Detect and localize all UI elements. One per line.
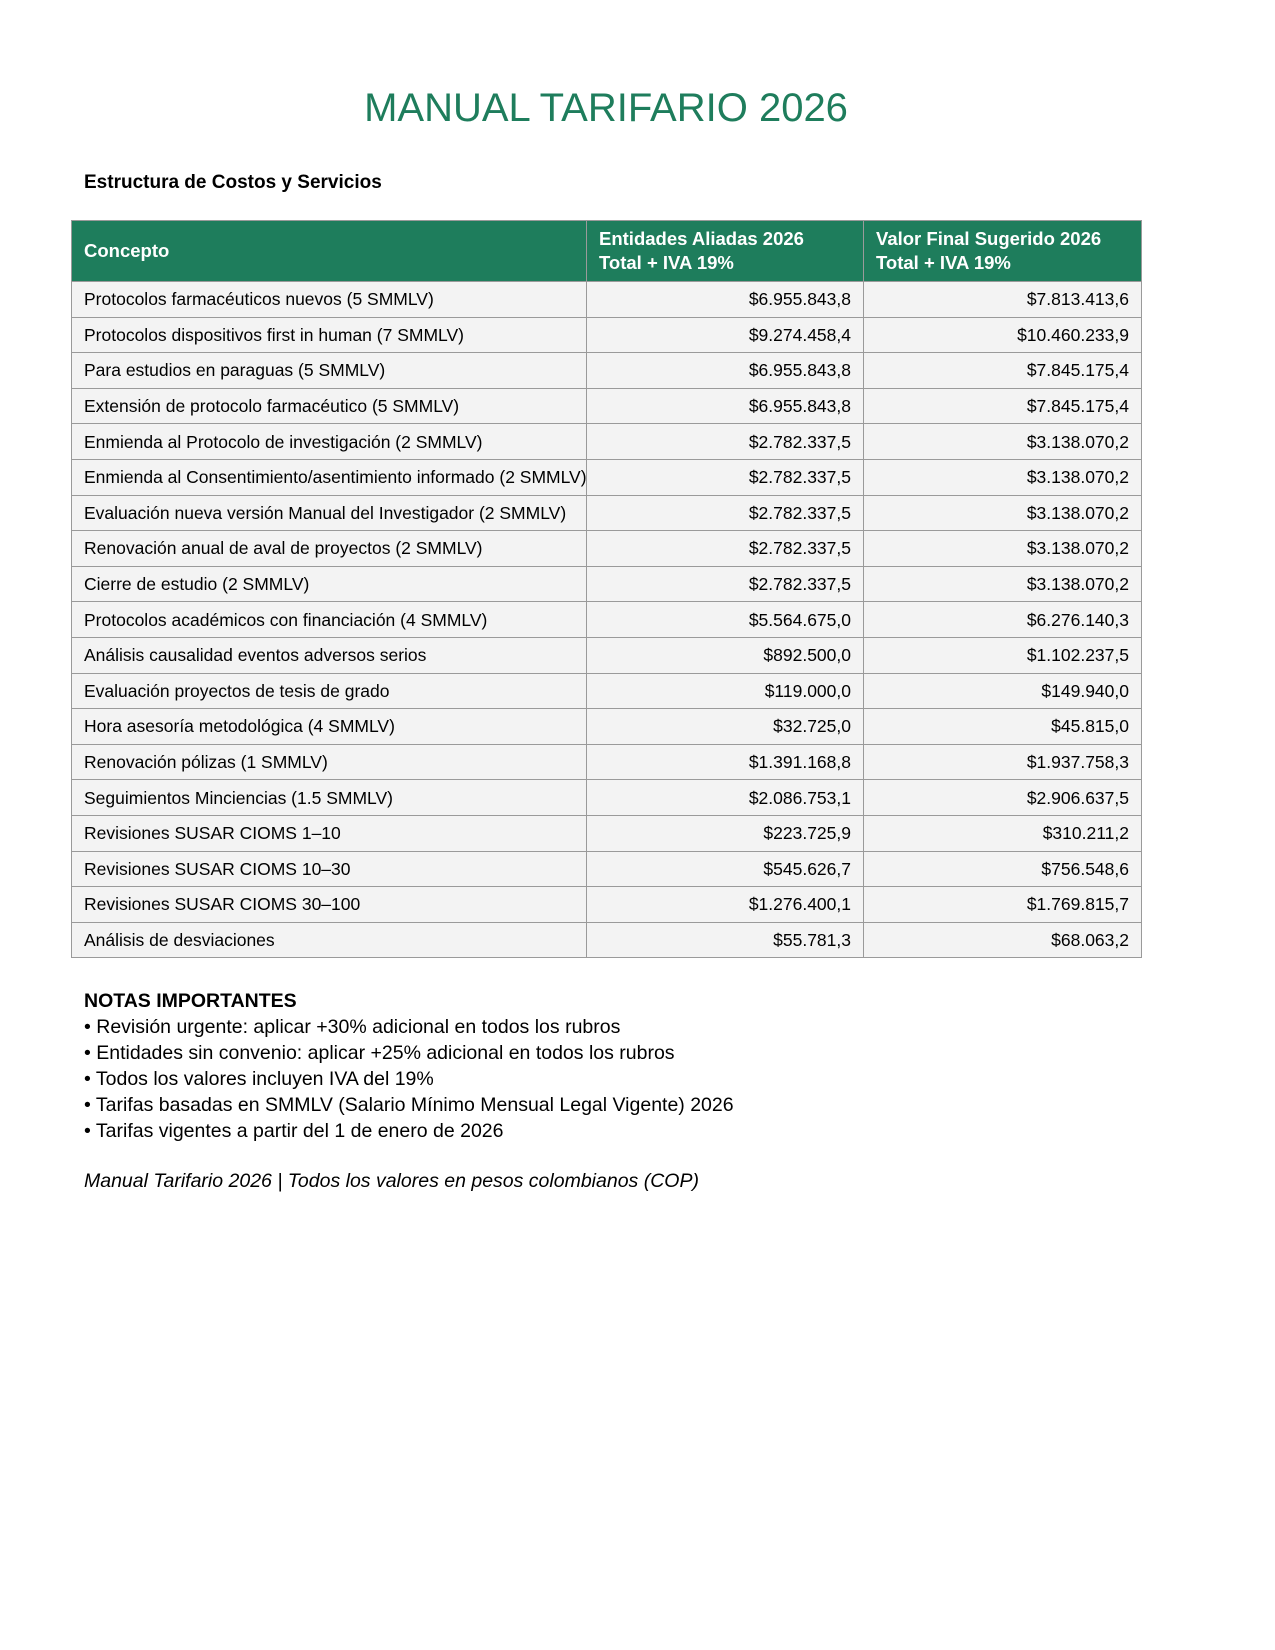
aliadas-value-cell: $2.086.753,1	[587, 780, 864, 816]
concept-cell: Análisis causalidad eventos adversos serios	[72, 637, 587, 673]
final-value-cell: $7.813.413,6	[864, 282, 1142, 318]
aliadas-value-cell: $2.782.337,5	[587, 495, 864, 531]
concept-cell: Evaluación proyectos de tesis de grado	[72, 673, 587, 709]
final-value-cell: $68.063,2	[864, 922, 1142, 958]
concept-cell: Protocolos dispositivos first in human (7 SMMLV)	[72, 317, 587, 353]
note-item: • Tarifas vigentes a partir del 1 de enero de 2026	[84, 1120, 504, 1142]
note-item: • Todos los valores incluyen IVA del 19%	[84, 1068, 434, 1090]
aliadas-value-cell: $2.782.337,5	[587, 424, 864, 460]
table-row	[72, 887, 1142, 923]
final-value-cell: $149.940,0	[864, 673, 1142, 709]
table-row	[72, 637, 1142, 673]
aliadas-value-cell: $5.564.675,0	[587, 602, 864, 638]
header-final-line1: Valor Final Sugerido 2026	[876, 228, 1102, 249]
final-value-cell: $45.815,0	[864, 709, 1142, 745]
table-header-row	[72, 221, 1142, 282]
document-title: MANUAL TARIFARIO 2026	[364, 86, 848, 130]
final-value-cell: $3.138.070,2	[864, 495, 1142, 531]
notes-section	[84, 988, 734, 1144]
concept-cell: Para estudios en paraguas (5 SMMLV)	[72, 353, 587, 389]
concept-cell: Evaluación nueva versión Manual del Investigador (2 SMMLV)	[72, 495, 587, 531]
concept-cell: Revisiones SUSAR CIOMS 1–10	[72, 815, 587, 851]
header-aliadas-line2: Total + IVA 19%	[599, 252, 734, 273]
concept-cell: Protocolos académicos con financiación (4 SMMLV)	[72, 602, 587, 638]
concept-cell: Revisiones SUSAR CIOMS 10–30	[72, 851, 587, 887]
concept-cell: Renovación pólizas (1 SMMLV)	[72, 744, 587, 780]
aliadas-value-cell: $6.955.843,8	[587, 282, 864, 318]
final-value-cell: $1.769.815,7	[864, 887, 1142, 923]
aliadas-value-cell: $6.955.843,8	[587, 353, 864, 389]
note-item: • Tarifas basadas en SMMLV (Salario Mínimo Mensual Legal Vigente) 2026	[84, 1094, 734, 1116]
table-row	[72, 566, 1142, 602]
table-row	[72, 780, 1142, 816]
header-final-line2: Total + IVA 19%	[876, 252, 1011, 273]
table-row	[72, 495, 1142, 531]
table-row	[72, 388, 1142, 424]
aliadas-value-cell: $2.782.337,5	[587, 566, 864, 602]
aliadas-value-cell: $119.000,0	[587, 673, 864, 709]
table-row	[72, 673, 1142, 709]
final-value-cell: $2.906.637,5	[864, 780, 1142, 816]
aliadas-value-cell: $2.782.337,5	[587, 531, 864, 567]
final-value-cell: $310.211,2	[864, 815, 1142, 851]
aliadas-value-cell: $1.391.168,8	[587, 744, 864, 780]
concept-cell: Enmienda al Protocolo de investigación (2 SMMLV)	[72, 424, 587, 460]
note-item: • Entidades sin convenio: aplicar +25% adicional en todos los rubros	[84, 1042, 675, 1064]
section-subtitle: Estructura de Costos y Servicios	[84, 172, 382, 193]
header-entidades-aliadas	[587, 221, 864, 282]
concept-cell: Seguimientos Minciencias (1.5 SMMLV)	[72, 780, 587, 816]
aliadas-value-cell: $2.782.337,5	[587, 459, 864, 495]
concept-cell: Protocolos farmacéuticos nuevos (5 SMMLV)	[72, 282, 587, 318]
concept-cell: Revisiones SUSAR CIOMS 30–100	[72, 887, 587, 923]
aliadas-value-cell: $55.781,3	[587, 922, 864, 958]
final-value-cell: $1.937.758,3	[864, 744, 1142, 780]
aliadas-value-cell: $1.276.400,1	[587, 887, 864, 923]
table-row	[72, 424, 1142, 460]
concept-cell: Cierre de estudio (2 SMMLV)	[72, 566, 587, 602]
header-concepto	[72, 221, 587, 282]
table-row	[72, 353, 1142, 389]
footer-note: Manual Tarifario 2026 | Todos los valores en pesos colombianos (COP)	[84, 1170, 699, 1192]
final-value-cell: $7.845.175,4	[864, 353, 1142, 389]
table-row	[72, 531, 1142, 567]
aliadas-value-cell: $892.500,0	[587, 637, 864, 673]
final-value-cell: $3.138.070,2	[864, 459, 1142, 495]
final-value-cell: $7.845.175,4	[864, 388, 1142, 424]
aliadas-value-cell: $223.725,9	[587, 815, 864, 851]
header-concepto-label: Concepto	[84, 240, 170, 261]
final-value-cell: $6.276.140,3	[864, 602, 1142, 638]
aliadas-value-cell: $545.626,7	[587, 851, 864, 887]
concept-cell: Análisis de desviaciones	[72, 922, 587, 958]
table-row	[72, 282, 1142, 318]
concept-cell: Extensión de protocolo farmacéutico (5 SMMLV)	[72, 388, 587, 424]
table-row	[72, 922, 1142, 958]
final-value-cell: $1.102.237,5	[864, 637, 1142, 673]
notes-list	[84, 1014, 734, 1144]
table-row	[72, 709, 1142, 745]
final-value-cell: $756.548,6	[864, 851, 1142, 887]
note-item: • Revisión urgente: aplicar +30% adicional en todos los rubros	[84, 1016, 621, 1038]
header-aliadas-line1: Entidades Aliadas 2026	[599, 228, 804, 249]
notes-heading: NOTAS IMPORTANTES	[84, 990, 297, 1012]
concept-cell: Hora asesoría metodológica (4 SMMLV)	[72, 709, 587, 745]
final-value-cell: $10.460.233,9	[864, 317, 1142, 353]
aliadas-value-cell: $6.955.843,8	[587, 388, 864, 424]
aliadas-value-cell: $9.274.458,4	[587, 317, 864, 353]
final-value-cell: $3.138.070,2	[864, 424, 1142, 460]
aliadas-value-cell: $32.725,0	[587, 709, 864, 745]
final-value-cell: $3.138.070,2	[864, 531, 1142, 567]
table-row	[72, 459, 1142, 495]
table-row	[72, 317, 1142, 353]
header-valor-final	[864, 221, 1142, 282]
table-row	[72, 815, 1142, 851]
final-value-cell: $3.138.070,2	[864, 566, 1142, 602]
concept-cell: Enmienda al Consentimiento/asentimiento informado (2 SMMLV)	[72, 459, 587, 495]
table-row	[72, 602, 1142, 638]
table-row	[72, 851, 1142, 887]
tariff-table	[71, 220, 1142, 958]
concept-cell: Renovación anual de aval de proyectos (2 SMMLV)	[72, 531, 587, 567]
table-row	[72, 744, 1142, 780]
